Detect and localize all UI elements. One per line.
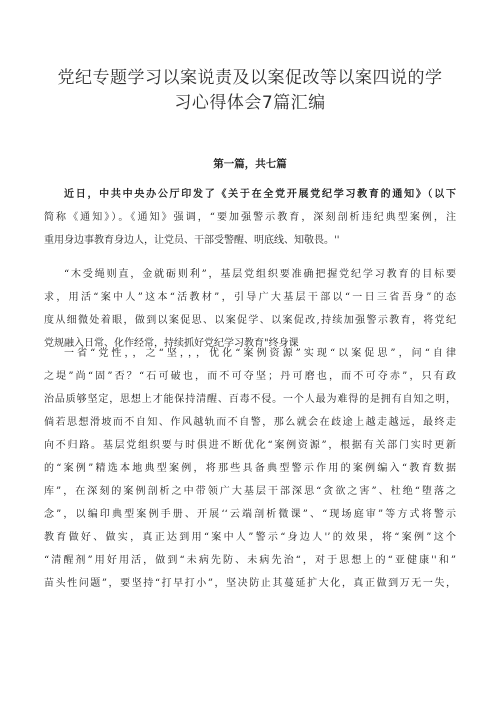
paragraph-line: 向不归路。基层党组织要与时俱进不断优化“案例资源”，根据有关部门实时更新 (44, 440, 456, 451)
paragraph-line: 简称《通知》）。《通知》强调，“要加强警示教育，深刻剖析违纪典型案例，注 (44, 212, 456, 223)
paragraph-line: “木受绳则直，金就砺则利”，基层党组织要准确把握党纪学习教育的目标要 (64, 269, 456, 280)
paragraph-line: 求，用活“案中人”这本“活教材”，引导广大基层干部以“一日三省吾身”的态 (44, 292, 456, 303)
paragraph-line: 倘若思想滑坡而不自知、作风越轨而不自警，那么就会在歧途上越走越远，最终走 (44, 417, 456, 428)
paragraph-line: 之堤”尚“固”否？“石可破也，而不可夺坚；丹可磨也，而不可夺赤”，只有政 (44, 371, 456, 382)
paragraph-line: 念”，以编印典型案例手册、开展‘‘云端剖析微课”、“现场庭审”等方式将警示 (44, 509, 456, 520)
paragraph-line: 度从细微处着眼，做到以案促思、以案促学、以案促改,持续加强警示教育，将党纪 (44, 315, 456, 326)
title-line: 习心得体会7篇汇编 (174, 93, 326, 113)
paragraph-line: 党规融入日常、化作经常，持续抓好党纪学习教育"终身课 (44, 338, 299, 349)
paragraph-line: 一省“党性，，之“坚，，，优化“案例资源”实现“以案促思”，问“自律 (64, 348, 456, 359)
paragraph (44, 183, 456, 252)
paragraph-line: 重用身边事教育身边人，让党员、干部受警醒、明底线、知敬畏。'' (44, 235, 340, 246)
section-heading: 第一篇，共七篇 (213, 158, 287, 170)
paragraph-line: “清醒剂”用好用活，做到“未病先防、未病先治“，对于思想上的“亚健康''和” (44, 555, 456, 566)
paragraph-line: 治品质够坚定，思想上才能保持清醒、百毒不侵。一个人最为难得的是拥有自知之明， (44, 394, 456, 405)
paragraph-line: 的“案例”精选本地典型案例，将那些具备典型警示作用的案例编入“教育数据 (44, 463, 456, 474)
paragraph-line: 教育做好、做实，真正达到用“案中人”警示“身边人'’的效果，将“案例”这个 (44, 532, 456, 543)
document-title (40, 66, 460, 116)
title-line: 党纪专题学习以案说责及以案促改等以案四说的学 (57, 68, 443, 88)
paragraph-line: 苗头性问题”，要坚持“打早打小”，坚决防止其蔓延扩大化，真正做到万无一失， (44, 578, 456, 589)
paragraph (44, 342, 456, 595)
paragraph-line: 库”，在深刻的案例剖析之中带领广大基层干部深思“贪欲之害”、杜绝“堕落之 (44, 486, 456, 497)
paragraph-line: 近日，中共中央办公厅印发了《关于在全党开展党纪学习教育的通知》（以下 (64, 189, 456, 200)
